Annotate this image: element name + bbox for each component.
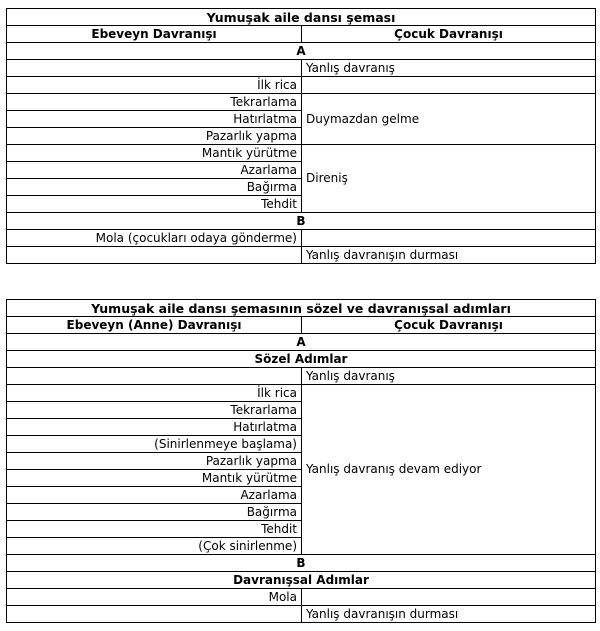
parent-behavior-cell: Mantık yürütme [7,145,302,162]
empty-cell [302,589,596,606]
child-behavior-cell: Yanlış davranışın durması [302,606,596,623]
parent-column-header: Ebeveyn Davranışı [7,26,302,43]
empty-cell [302,230,596,247]
empty-cell [7,368,302,385]
parent-behavior-cell: Hatırlatma [7,111,302,128]
parent-behavior-cell: (Sinirlenmeye başlama) [7,436,302,453]
parent-behavior-cell: (Çok sinirlenme) [7,538,302,555]
child-behavior-cell: Yanlış davranış [302,368,596,385]
child-column-header: Çocuk Davranışı [302,317,596,334]
verbal-steps-heading: Sözel Adımlar [7,351,596,368]
parent-behavior-cell: Tekrarlama [7,94,302,111]
section-b-label: B [7,555,596,572]
parent-behavior-cell: Pazarlık yapma [7,128,302,145]
behavioral-steps-heading: Davranışsal Adımlar [7,572,596,589]
empty-cell [7,606,302,623]
dance-chart-table [6,8,596,264]
parent-behavior-cell: Mola [7,589,302,606]
parent-behavior-cell: Tekrarlama [7,402,302,419]
section-b-label: B [7,213,596,230]
empty-cell [302,77,596,94]
parent-behavior-cell: Pazarlık yapma [7,453,302,470]
child-column-header: Çocuk Davranışı [302,26,596,43]
section-a-label: A [7,334,596,351]
parent-column-header: Ebeveyn (Anne) Davranışı [7,317,302,334]
parent-behavior-cell: İlk rica [7,385,302,402]
empty-cell [7,60,302,77]
child-behavior-cell: Yanlış davranış devam ediyor [302,385,596,555]
child-behavior-cell: Duymazdan gelme [302,94,596,145]
table-title: Yumuşak aile dansı şeması [7,9,596,26]
parent-behavior-cell: Bağırma [7,504,302,521]
section-a-label: A [7,43,596,60]
steps-chart-table [6,299,596,623]
parent-behavior-cell: Azarlama [7,487,302,504]
child-behavior-cell: Direniş [302,145,596,213]
parent-behavior-cell: İlk rica [7,77,302,94]
parent-behavior-cell: Bağırma [7,179,302,196]
child-behavior-cell: Yanlış davranışın durması [302,247,596,264]
parent-behavior-cell: Hatırlatma [7,419,302,436]
child-behavior-cell: Yanlış davranış [302,60,596,77]
parent-behavior-cell: Mantık yürütme [7,470,302,487]
parent-behavior-cell: Tehdit [7,196,302,213]
empty-cell [7,247,302,264]
parent-behavior-cell: Tehdit [7,521,302,538]
parent-behavior-cell: Azarlama [7,162,302,179]
table-title: Yumuşak aile dansı şemasının sözel ve davranışsal adımları [7,300,596,317]
parent-behavior-cell: Mola (çocukları odaya gönderme) [7,230,302,247]
